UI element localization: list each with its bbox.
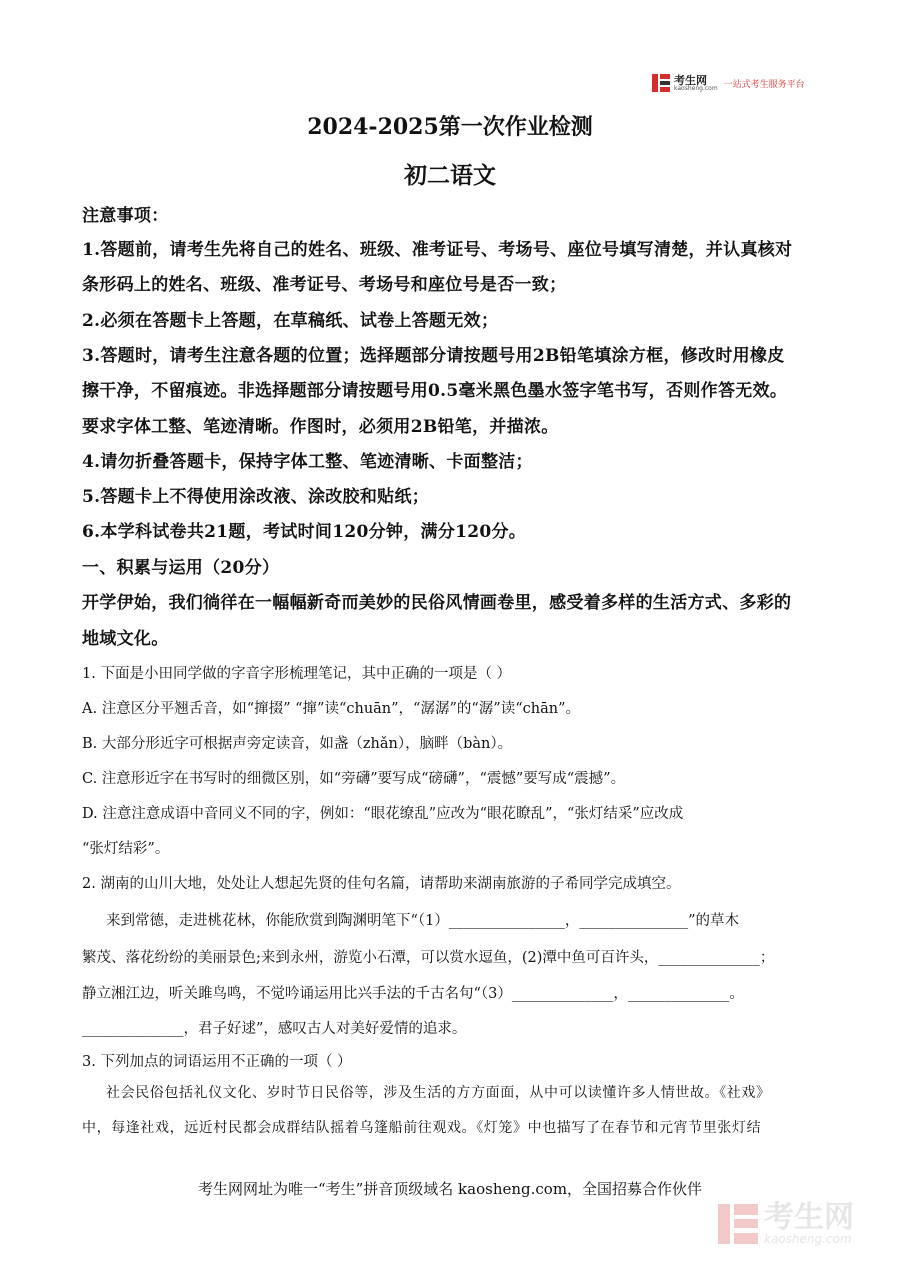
question-3-stem: 3. 下列加点的词语运用不正确的一项（ ）: [82, 1054, 352, 1070]
watermark: [718, 1200, 854, 1246]
kaosheng-logo-icon: [652, 74, 670, 92]
question-1-option-d: D. 注意注意成语中音同义不同的字，例如：“眼花缭乱”应改为“眼花瞭乱”，“张灯结采”应改成: [82, 806, 684, 822]
section-intro: 地域文化。: [82, 629, 169, 649]
watermark-name: 考生网: [764, 1200, 854, 1235]
section-intro: 开学伊始，我们徜徉在一幅幅新奇而美妙的民俗风情画卷里，感受着多样的生活方式、多彩的: [82, 593, 792, 613]
question-1-option-b: B. 大部分形近字可根据声旁定读音，如盏（zhǎn），脑畔（bàn）。: [82, 736, 513, 752]
question-1-stem: 1. 下面是小田同学做的字音字形梳理笔记，其中正确的一项是（ ）: [82, 666, 512, 682]
exam-title: 2024-2025第一次作业检测: [307, 114, 593, 140]
notes-line: 2.必须在答题卡上答题，在草稿纸、试卷上答题无效；: [82, 311, 499, 331]
notes-line: 条形码上的姓名、班级、准考证号、考场号和座位号是否一致；: [82, 275, 567, 295]
logo-slogan: 一站式考生服务平台: [723, 79, 805, 90]
question-1-option-c: C. 注意形近字在书写时的细微区别，如“旁礴”要写成“磅礴”，“震憾”要写成“震撼”。: [82, 771, 626, 787]
kaosheng-watermark-icon: [718, 1204, 758, 1244]
notes-line: 5.答题卡上不得使用涂改液、涂改胶和贴纸；: [82, 487, 430, 507]
question-3-passage: 社会民俗包括礼仪文化、岁时节日民俗等，涉及生活的方方面面，从中可以读懂许多人情世故。《社戏》: [106, 1085, 771, 1101]
section-heading: 一、积累与运用（20分）: [82, 558, 280, 578]
site-logo[interactable]: [652, 72, 805, 94]
watermark-url: kaosheng.com: [764, 1232, 852, 1246]
notes-line: 1.答题前，请考生先将自己的姓名、班级、准考证号、考场号、座位号填写清楚，并认真核对: [82, 240, 793, 260]
question-1-option-d-cont: “张灯结彩”。: [82, 841, 170, 857]
question-2-stem: 2. 湖南的山川大地，处处让人想起先贤的佳句名篇，请帮助来湖南旅游的子希同学完成填空。: [82, 876, 681, 892]
question-2-line: 繁茂、落花纷纷的美丽景色;来到永州，游览小石潭，可以赏水逗鱼，(2)潭中鱼可百许头，______________；: [82, 950, 775, 966]
notes-line: 要求字体工整、笔迹清晰。作图时，必须用2B铅笔，并描浓。: [82, 417, 559, 437]
logo-url: kaosheng.com: [674, 84, 718, 92]
exam-subject: 初二语文: [404, 162, 496, 189]
question-2-line: 静立湘江边，听关雎鸟鸣，不觉吟诵运用比兴手法的千古名句“（3）______________，______________。: [82, 986, 744, 1002]
notes-line: 6.本学科试卷共21题，考试时间120分钟，满分120分。: [82, 522, 527, 542]
notes-heading: 注意事项：: [82, 206, 169, 226]
notes-line: 擦干净，不留痕迹。非选择题部分请按题号用0.5毫米黑色墨水签字笔书写，否则作答无效。: [82, 381, 788, 401]
notes-line: 3.答题时，请考生注意各题的位置；选择题部分请按题号用2B铅笔填涂方框，修改时用橡皮: [82, 346, 785, 366]
logo-name: 考生网: [674, 73, 707, 87]
question-2-line: ______________，君子好逑”，感叹古人对美好爱情的追求。: [82, 1021, 467, 1037]
notes-line: 4.请勿折叠答题卡，保持字体工整、笔迹清晰、卡面整洁；: [82, 452, 533, 472]
page-footer: 考生网网址为唯一“考生”拼音顶级域名 kaosheng.com，全国招募合作伙伴: [197, 1180, 703, 1198]
question-1-option-a: A. 注意区分平翘舌音，如“撺掇” “撺”读“chuān”，“潺潺”的“潺”读“chān”。: [82, 701, 580, 717]
question-2-line: 来到常德，走进桃花林，你能欣赏到陶渊明笔下“（1）________________，_______________”的草木: [106, 913, 740, 929]
question-3-passage: 中，每逢社戏，远近村民都会成群结队摇着乌篷船前往观戏。《灯笼》中也描写了在春节和元宵节里张灯结: [82, 1120, 762, 1136]
